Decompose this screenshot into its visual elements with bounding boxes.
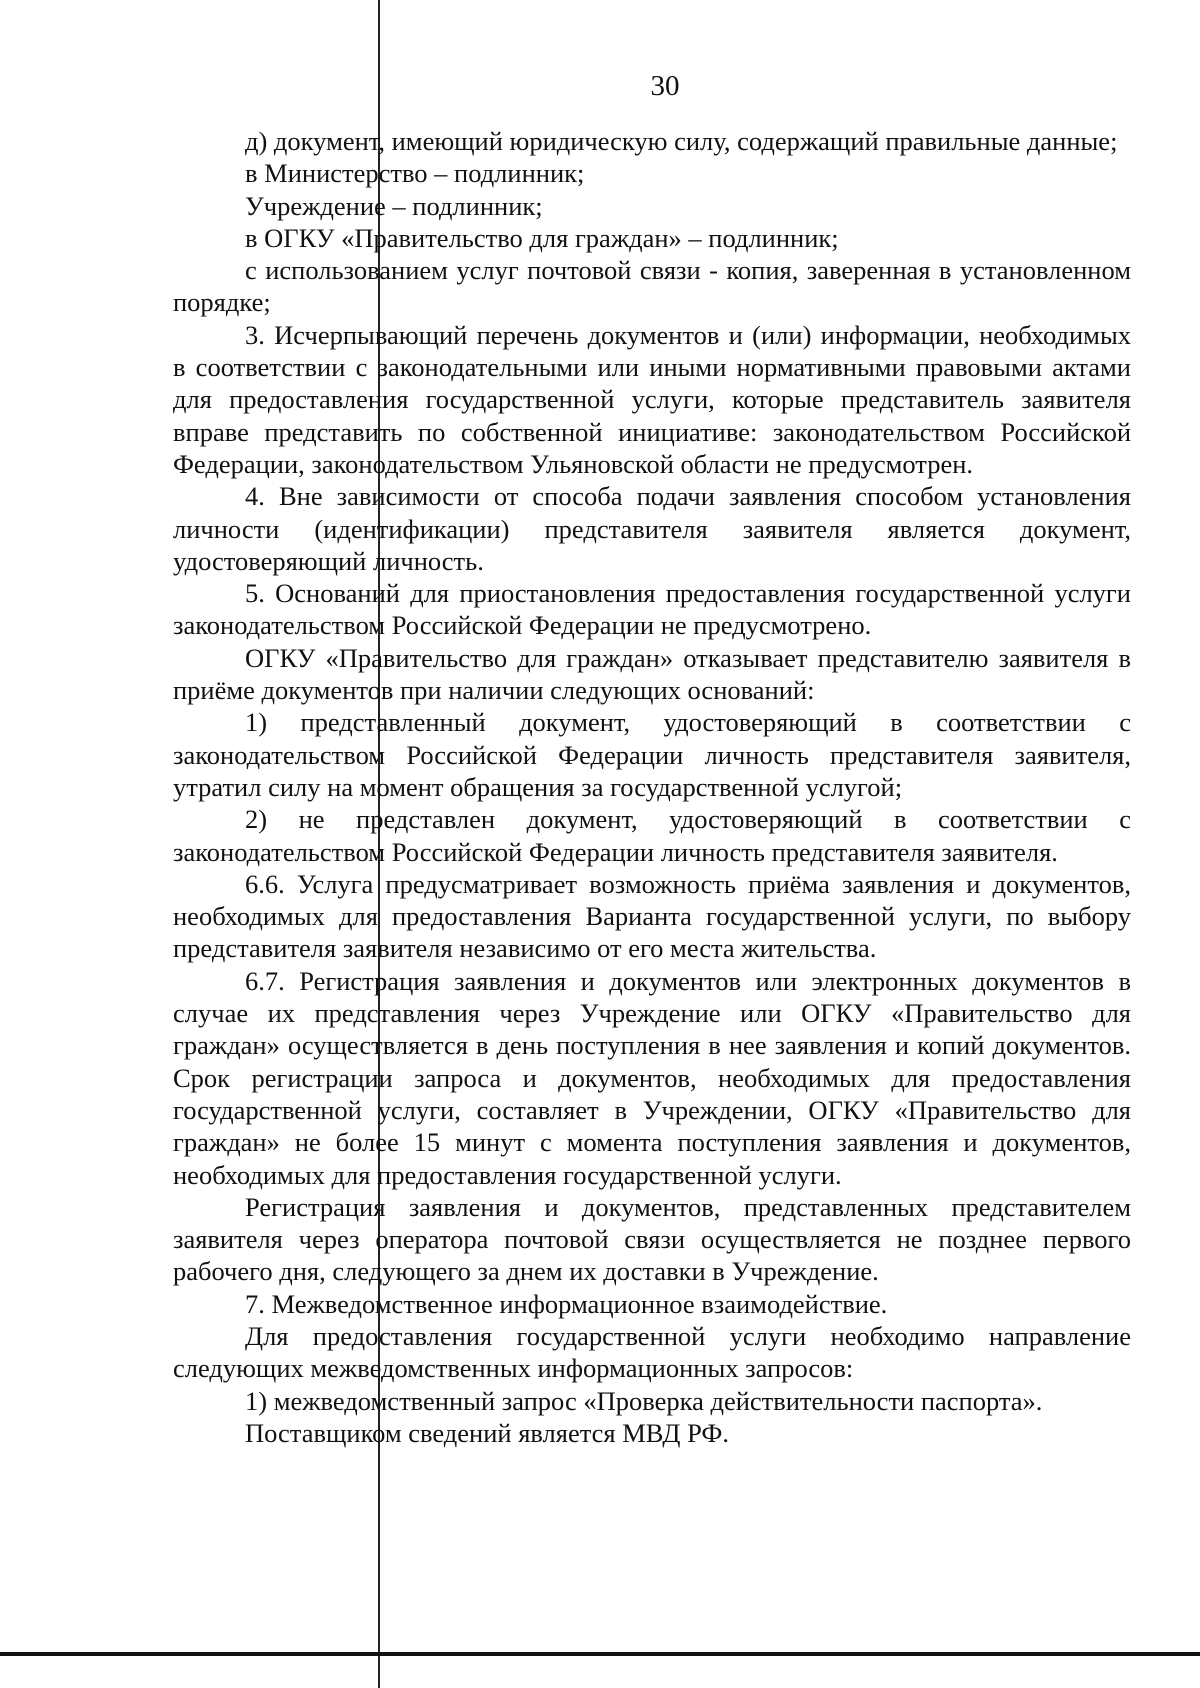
paragraph-section-5: 5. Оснований для приостановления предоставления государственной услуги законодательством Российской Федерации не предусмотрено.: [173, 578, 1131, 641]
paragraph-institution-original: Учреждение – подлинник;: [245, 190, 543, 221]
scan-artifact-horizontal-line: [0, 1652, 1200, 1656]
paragraph-ministry-original: в Министерство – подлинник;: [245, 158, 585, 189]
paragraph-refusal-reason-2: 2) не представлен документ, удостоверяющий в соответствии с законодательством Российской Федерации личность представителя заявителя.: [173, 804, 1131, 867]
paragraph-document-correct-data: д) документ, имеющий юридическую силу, содержащий правильные данные;: [245, 126, 1118, 156]
paragraph-data-provider: Поставщиком сведений является МВД РФ.: [245, 1417, 729, 1448]
paragraph-section-6-6: 6.6. Услуга предусматривает возможность приёма заявления и документов, необходимых для предоставления Варианта государственной услуги, по выбору представителя заявителя независимо от его места жительства.: [173, 868, 1131, 964]
paragraph-ogku-refusal: ОГКУ «Правительство для граждан» отказывает представителю заявителя в приёме документов при наличии следующих оснований:: [173, 642, 1131, 706]
paragraph-postal-registration: Регистрация заявления и документов, представленных представителем заявителя через оператора почтовой связи осуществляется не позднее первого рабочего дня, следующего за днем их доставки в Учреждение.: [173, 1191, 1131, 1287]
paragraph-section-4: 4. Вне зависимости от способа подачи заявления способом установления личности (идентификации) представителя заявителя является документ, удостоверяющий личность.: [173, 481, 1131, 576]
page-number: 30: [650, 70, 680, 102]
document-body: [173, 125, 1131, 1449]
paragraph-section-6-7: 6.7. Регистрация заявления и документов или электронных документов в случае их представления через Учреждение или ОГКУ «Правительство для граждан» осуществляется в день поступления в нее заявления и копий документов. Срок регистрации запроса и документов, необходимых для предоставления государственной услуги, составляет в Учреждении, ОГКУ «Правительство для граждан» не более 15 минут с момента поступления заявления и документов, необходимых для предоставления государственной услуги.: [173, 965, 1131, 1190]
paragraph-postal-copy: с использованием услуг почтовой связи - копия, заверенная в установленном порядке;: [173, 255, 1131, 318]
paragraph-passport-check-request: 1) межведомственный запрос «Проверка действительности паспорта».: [245, 1385, 1043, 1416]
paragraph-ogku-original: в ОГКУ «Правительство для граждан» – подлинник;: [245, 222, 839, 253]
paragraph-section-3: 3. Исчерпывающий перечень документов и (или) информации, необходимых в соответствии с законодательными или иными нормативными правовыми актами для предоставления государственной услуги, которые представитель заявителя вправе представить по собственной инициативе: законодательством Российской Федерации, законодательством Ульяновской области не предусмотрен.: [173, 319, 1131, 479]
paragraph-refusal-reason-1: 1) представленный документ, удостоверяющий в соответствии с законодательством Российской Федерации личность представителя заявителя, утратил силу на момент обращения за государственной услугой;: [173, 707, 1131, 802]
paragraph-interagency-requests: Для предоставления государственной услуги необходимо направление следующих межведомственных информационных запросов:: [173, 1320, 1131, 1384]
paragraph-section-7: 7. Межведомственное информационное взаимодействие.: [245, 1288, 888, 1319]
